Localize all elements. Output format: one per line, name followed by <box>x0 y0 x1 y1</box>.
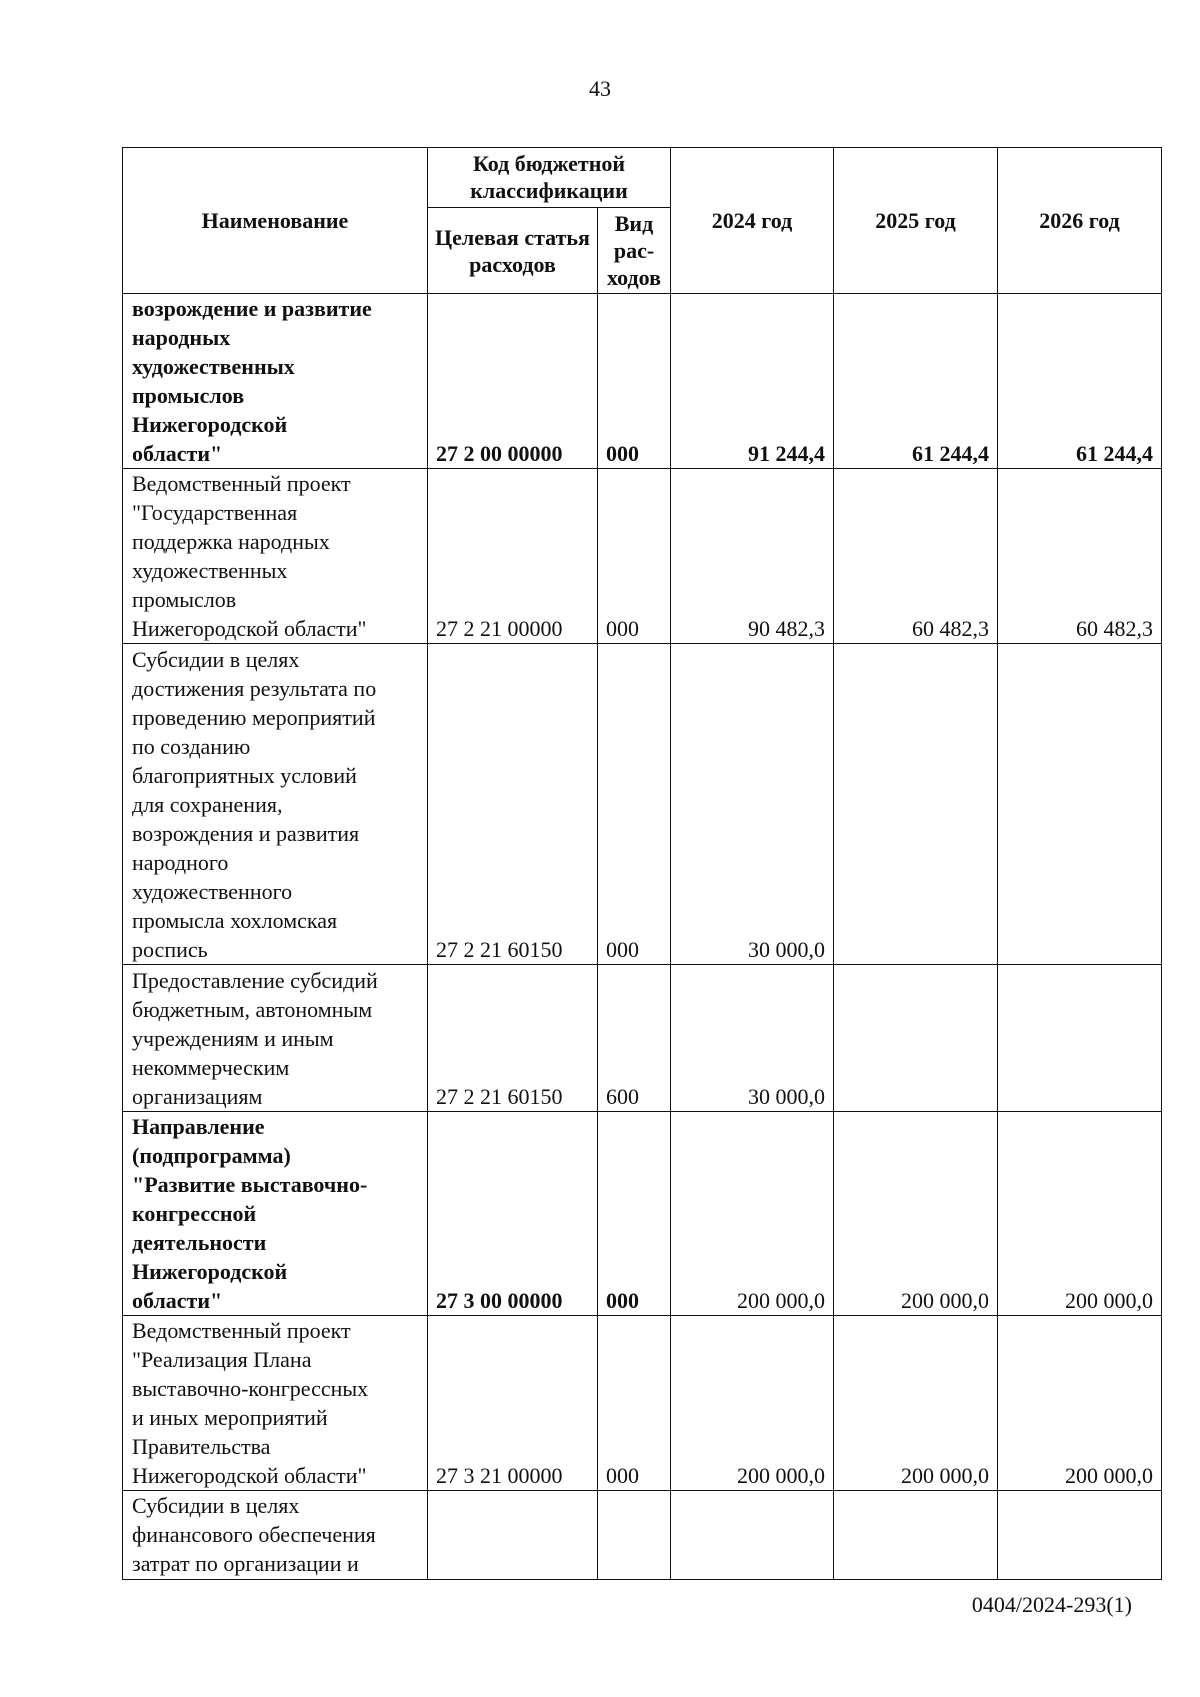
table-row <box>123 1112 1162 1316</box>
table-row <box>123 1316 1162 1491</box>
row-value-2024: 200 000,0 <box>671 1316 834 1491</box>
row-code: 27 2 21 00000 <box>428 469 598 644</box>
row-value-2024: 30 000,0 <box>671 965 834 1112</box>
row-name: возрождение и развитие народных художественных промыслов Нижегородской области" <box>123 294 428 469</box>
document-id: 0404/2024-293(1) <box>971 1592 1132 1617</box>
row-value-2025 <box>834 1491 998 1580</box>
row-value-2024: 200 000,0 <box>671 1112 834 1316</box>
row-value-2026: 200 000,0 <box>998 1112 1162 1316</box>
table-row <box>123 1491 1162 1580</box>
table-row <box>123 469 1162 644</box>
table-row <box>123 644 1162 965</box>
row-value-2024: 90 482,3 <box>671 469 834 644</box>
row-value-2024: 91 244,4 <box>671 294 834 469</box>
row-value-2025 <box>834 965 998 1112</box>
row-code: 27 2 21 60150 <box>428 644 598 965</box>
row-type: 000 <box>598 469 671 644</box>
row-type <box>598 1491 671 1580</box>
header-name: Наименование <box>123 148 428 294</box>
row-value-2026: 61 244,4 <box>998 294 1162 469</box>
row-code: 27 2 21 60150 <box>428 965 598 1112</box>
header-target-article: Целевая статья расходов <box>428 208 598 294</box>
table-row <box>123 294 1162 469</box>
row-code <box>428 1491 598 1580</box>
row-code: 27 2 00 00000 <box>428 294 598 469</box>
row-type: 000 <box>598 644 671 965</box>
row-value-2026 <box>998 1491 1162 1580</box>
row-code: 27 3 21 00000 <box>428 1316 598 1491</box>
row-value-2025: 200 000,0 <box>834 1112 998 1316</box>
row-value-2024: 30 000,0 <box>671 644 834 965</box>
header-2025: 2025 год <box>834 148 998 294</box>
row-value-2026: 200 000,0 <box>998 1316 1162 1491</box>
header-expense-type: Вид рас-ходов <box>598 208 671 294</box>
row-value-2026 <box>998 965 1162 1112</box>
row-name: Субсидии в целях финансового обеспечения затрат по организации и <box>123 1491 428 1580</box>
row-value-2025: 61 244,4 <box>834 294 998 469</box>
row-name: Направление (подпрограмма) "Развитие выставочно- конгрессной деятельности Нижегородской области" <box>123 1112 428 1316</box>
header-2024: 2024 год <box>671 148 834 294</box>
row-name: Предоставление субсидий бюджетным, автономным учреждениям и иным некоммерческим организациям <box>123 965 428 1112</box>
row-value-2025: 60 482,3 <box>834 469 998 644</box>
row-type: 600 <box>598 965 671 1112</box>
header-code-group: Код бюджетной классификации <box>428 148 671 208</box>
header-2026: 2026 год <box>998 148 1162 294</box>
page-number: 43 <box>589 76 611 101</box>
budget-table <box>122 147 1162 1580</box>
row-value-2024 <box>671 1491 834 1580</box>
row-type: 000 <box>598 1316 671 1491</box>
row-value-2026 <box>998 644 1162 965</box>
row-code: 27 3 00 00000 <box>428 1112 598 1316</box>
row-type: 000 <box>598 294 671 469</box>
row-name: Субсидии в целях достижения результата по проведению мероприятий по созданию благоприятных условий для сохранения, возрождения и развития народного художественного промысла хохломская роспись <box>123 644 428 965</box>
table-row <box>123 965 1162 1112</box>
row-name: Ведомственный проект "Реализация Плана выставочно-конгрессных и иных мероприятий Правительства Нижегородской области" <box>123 1316 428 1491</box>
row-value-2025: 200 000,0 <box>834 1316 998 1491</box>
row-type: 000 <box>598 1112 671 1316</box>
row-value-2025 <box>834 644 998 965</box>
row-value-2026: 60 482,3 <box>998 469 1162 644</box>
row-name: Ведомственный проект "Государственная поддержка народных художественных промыслов Нижегородской области" <box>123 469 428 644</box>
